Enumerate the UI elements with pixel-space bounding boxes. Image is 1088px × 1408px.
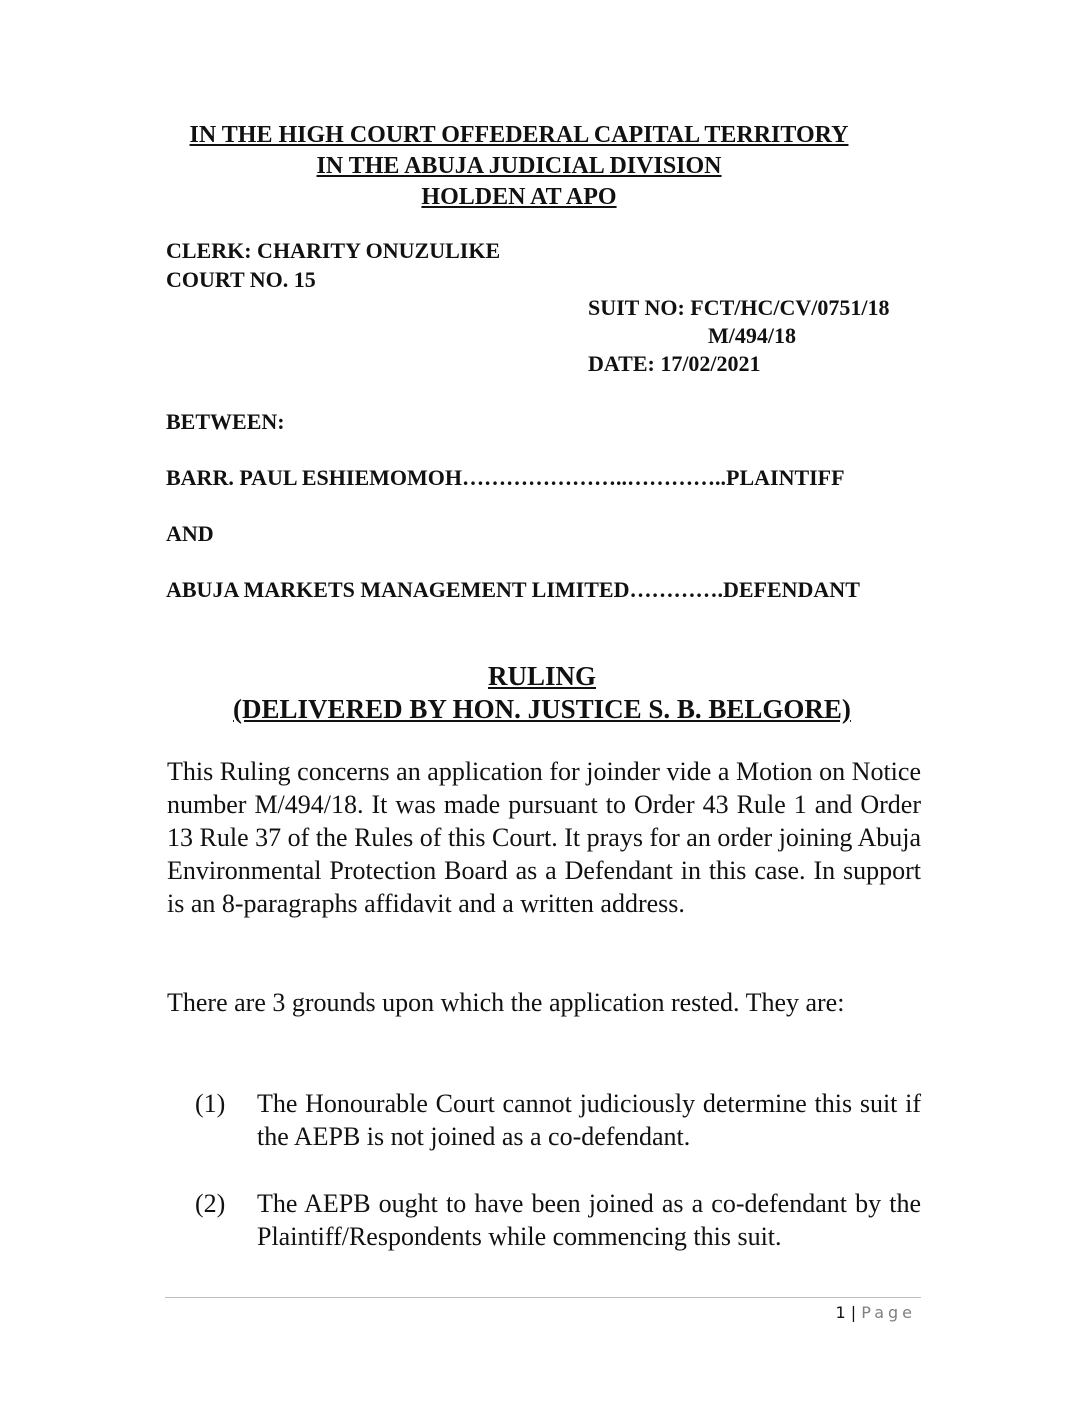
list-item-number: (1) bbox=[195, 1089, 226, 1118]
ruling-title: RULING bbox=[487, 661, 596, 691]
paragraph-application: This Ruling concerns an application for joinder vide a Motion on Notice number M/494/18. It was made pursuant to Order 43 Rule 1 and Order 13 Rule 37 of the Rules of this Court. It prays for an order joining Abuja Environmental Protection Board as a Defendant in this case. In support is an 8-paragraphs affidavit and a written address. bbox=[167, 757, 921, 918]
between-label: BETWEEN: bbox=[166, 409, 285, 434]
paragraph-grounds-intro: There are 3 grounds upon which the application rested. They are: bbox=[167, 988, 845, 1017]
list-item-text: The Honourable Court cannot judiciously determine this suit if the AEPB is not joined as a co-defendant. bbox=[257, 1089, 921, 1151]
page-footer bbox=[836, 1302, 917, 1324]
ruling-delivered-by: (DELIVERED BY HON. JUSTICE S. B. BELGORE) bbox=[233, 694, 851, 724]
footer-divider bbox=[165, 1297, 921, 1298]
ruling-date: DATE: 17/02/2021 bbox=[588, 351, 761, 376]
court-header bbox=[160, 120, 878, 213]
suit-number: SUIT NO: FCT/HC/CV/0751/18 bbox=[588, 295, 890, 320]
page-separator: | bbox=[850, 1303, 857, 1322]
court-number: COURT NO. 15 bbox=[166, 267, 316, 292]
court-name: IN THE HIGH COURT OFFEDERAL CAPITAL TERRITORY bbox=[189, 122, 849, 148]
page-label: Page bbox=[861, 1303, 916, 1322]
court-location: HOLDEN AT APO bbox=[421, 184, 617, 210]
plaintiff-line: BARR. PAUL ESHIEMOMOH…………………..…………..PLAINTIFF bbox=[166, 465, 845, 490]
list-item-number: (2) bbox=[195, 1189, 226, 1218]
judicial-division: IN THE ABUJA JUDICIAL DIVISION bbox=[316, 153, 722, 179]
motion-number: M/494/18 bbox=[708, 323, 796, 348]
defendant-line: ABUJA MARKETS MANAGEMENT LIMITED………….DEFENDANT bbox=[166, 577, 860, 602]
clerk-name: CLERK: CHARITY ONUZULIKE bbox=[166, 238, 501, 263]
and-label: AND bbox=[166, 521, 214, 546]
list-item-text: The AEPB ought to have been joined as a co-defendant by the Plaintiff/Respondents while commencing this suit. bbox=[257, 1189, 921, 1251]
page-number: 1 bbox=[835, 1303, 846, 1322]
